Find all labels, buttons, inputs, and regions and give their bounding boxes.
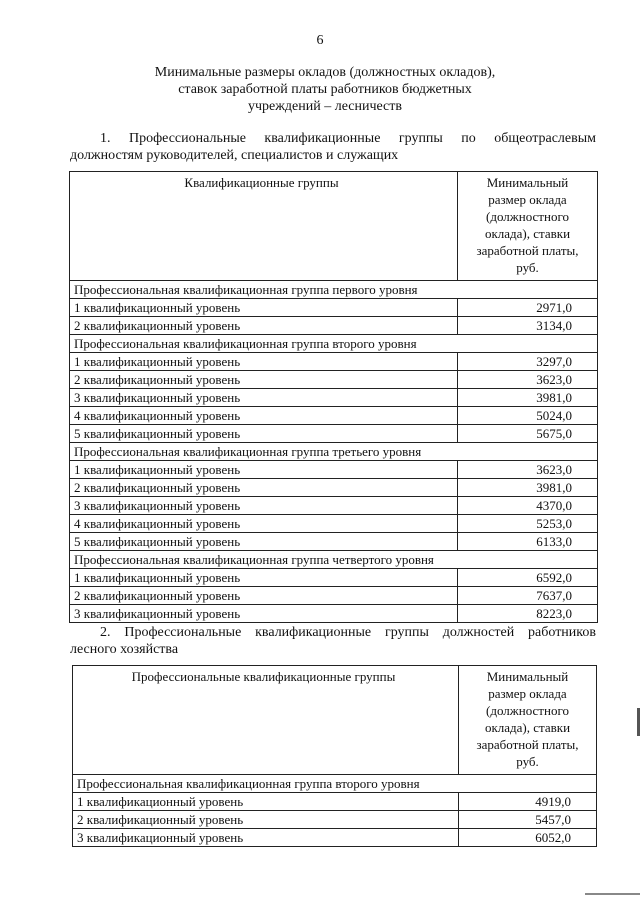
- section-2-line-2: лесного хозяйства: [70, 642, 179, 657]
- header-salary-line: (должностного: [486, 703, 569, 718]
- level-cell: 1 квалификационный уровень: [70, 569, 458, 587]
- salary-table-2: [72, 665, 597, 847]
- table-row: [70, 371, 598, 389]
- level-cell: 5 квалификационный уровень: [70, 425, 458, 443]
- salary-value-cell: 4370,0: [458, 497, 598, 515]
- table-row: [73, 811, 597, 829]
- table-row: [73, 829, 597, 847]
- salary-value-cell: 3981,0: [458, 389, 598, 407]
- level-cell: 1 квалификационный уровень: [70, 461, 458, 479]
- salary-value-cell: 4919,0: [459, 793, 597, 811]
- table-row: [70, 587, 598, 605]
- salary-value-cell: 8223,0: [458, 605, 598, 623]
- group-row: [70, 281, 598, 299]
- salary-value-cell: 5675,0: [458, 425, 598, 443]
- header-salary-line: размер оклада: [488, 192, 567, 207]
- section-1-line-2: должностям руководителей, специалистов и служащих: [70, 148, 399, 163]
- level-cell: 3 квалификационный уровень: [70, 605, 458, 623]
- header-salary-line: оклада), ставки: [484, 226, 571, 241]
- level-cell: 4 квалификационный уровень: [70, 515, 458, 533]
- level-cell: 5 квалификационный уровень: [70, 533, 458, 551]
- table-row: [70, 479, 598, 497]
- group-row: [70, 551, 598, 569]
- page-number: 6: [316, 33, 324, 48]
- level-cell: 3 квалификационный уровень: [70, 497, 458, 515]
- table-header-row: [73, 666, 597, 775]
- salary-value-cell: 5457,0: [459, 811, 597, 829]
- header-groups: Квалификационные группы: [70, 172, 458, 281]
- group-row: [70, 335, 598, 353]
- level-cell: 2 квалификационный уровень: [73, 811, 459, 829]
- level-cell: 2 квалификационный уровень: [70, 317, 458, 335]
- salary-value-cell: 3623,0: [458, 371, 598, 389]
- table-row: [70, 407, 598, 425]
- group-empty-cell: [458, 335, 598, 353]
- salary-value-cell: 3623,0: [458, 461, 598, 479]
- table-row: [70, 317, 598, 335]
- section-1-heading: [70, 130, 596, 164]
- table-row: [70, 515, 598, 533]
- group-name: Профессиональная квалификационная группа третьего уровня: [70, 443, 458, 461]
- header-salary-line: заработной платы,: [476, 243, 579, 258]
- level-cell: 2 квалификационный уровень: [70, 587, 458, 605]
- group-empty-cell: [459, 775, 597, 793]
- header-groups: Профессиональные квалификационные группы: [73, 666, 459, 775]
- header-salary-line: заработной платы,: [476, 737, 579, 752]
- title-line: ставок заработной платы работников бюджетных: [178, 82, 472, 97]
- level-cell: 1 квалификационный уровень: [70, 353, 458, 371]
- group-empty-cell: [458, 281, 598, 299]
- table-row: [70, 389, 598, 407]
- table-row: [70, 461, 598, 479]
- salary-value-cell: 6052,0: [459, 829, 597, 847]
- salary-value-cell: 6592,0: [458, 569, 598, 587]
- header-salary: [459, 666, 597, 775]
- level-cell: 3 квалификационный уровень: [73, 829, 459, 847]
- salary-value-cell: 6133,0: [458, 533, 598, 551]
- table-row: [70, 605, 598, 623]
- group-empty-cell: [458, 443, 598, 461]
- salary-value-cell: 2971,0: [458, 299, 598, 317]
- group-name: Профессиональная квалификационная группа первого уровня: [70, 281, 458, 299]
- salary-value-cell: 3297,0: [458, 353, 598, 371]
- section-1-line-1: 1. Профессиональные квалификационные группы по общеотраслевым: [100, 131, 596, 146]
- header-salary-line: Минимальный: [486, 669, 569, 684]
- header-salary-line: размер оклада: [488, 686, 567, 701]
- header-salary-line: Минимальный: [486, 175, 569, 190]
- header-salary-line: оклада), ставки: [484, 720, 571, 735]
- header-salary-line: руб.: [516, 260, 539, 275]
- level-cell: 1 квалификационный уровень: [70, 299, 458, 317]
- salary-value-cell: 7637,0: [458, 587, 598, 605]
- scan-shadow: [585, 893, 640, 895]
- level-cell: 2 квалификационный уровень: [70, 479, 458, 497]
- title-line: учреждений – лесничеств: [247, 99, 403, 114]
- group-row: [70, 443, 598, 461]
- group-name: Профессиональная квалификационная группа второго уровня: [73, 775, 459, 793]
- table-row: [70, 299, 598, 317]
- level-cell: 4 квалификационный уровень: [70, 407, 458, 425]
- salary-value-cell: 3981,0: [458, 479, 598, 497]
- document-title: [60, 64, 590, 115]
- section-2-heading: [70, 624, 596, 658]
- title-line: Минимальные размеры окладов (должностных окладов),: [154, 65, 496, 80]
- header-salary-line: (должностного: [486, 209, 569, 224]
- table-row: [70, 353, 598, 371]
- table-row: [70, 533, 598, 551]
- table-row: [73, 793, 597, 811]
- salary-value-cell: 5024,0: [458, 407, 598, 425]
- table-row: [70, 569, 598, 587]
- group-name: Профессиональная квалификационная группа второго уровня: [70, 335, 458, 353]
- salary-value-cell: 5253,0: [458, 515, 598, 533]
- group-empty-cell: [458, 551, 598, 569]
- level-cell: 1 квалификационный уровень: [73, 793, 459, 811]
- level-cell: 2 квалификационный уровень: [70, 371, 458, 389]
- table-row: [70, 497, 598, 515]
- group-row: [73, 775, 597, 793]
- salary-table-1: [69, 171, 598, 623]
- header-salary-line: руб.: [516, 754, 539, 769]
- level-cell: 3 квалификационный уровень: [70, 389, 458, 407]
- salary-value-cell: 3134,0: [458, 317, 598, 335]
- section-2-line-1: 2. Профессиональные квалификационные группы должностей работников: [100, 625, 596, 640]
- group-name: Профессиональная квалификационная группа четвертого уровня: [70, 551, 458, 569]
- table-header-row: [70, 172, 598, 281]
- header-salary: [458, 172, 598, 281]
- table-row: [70, 425, 598, 443]
